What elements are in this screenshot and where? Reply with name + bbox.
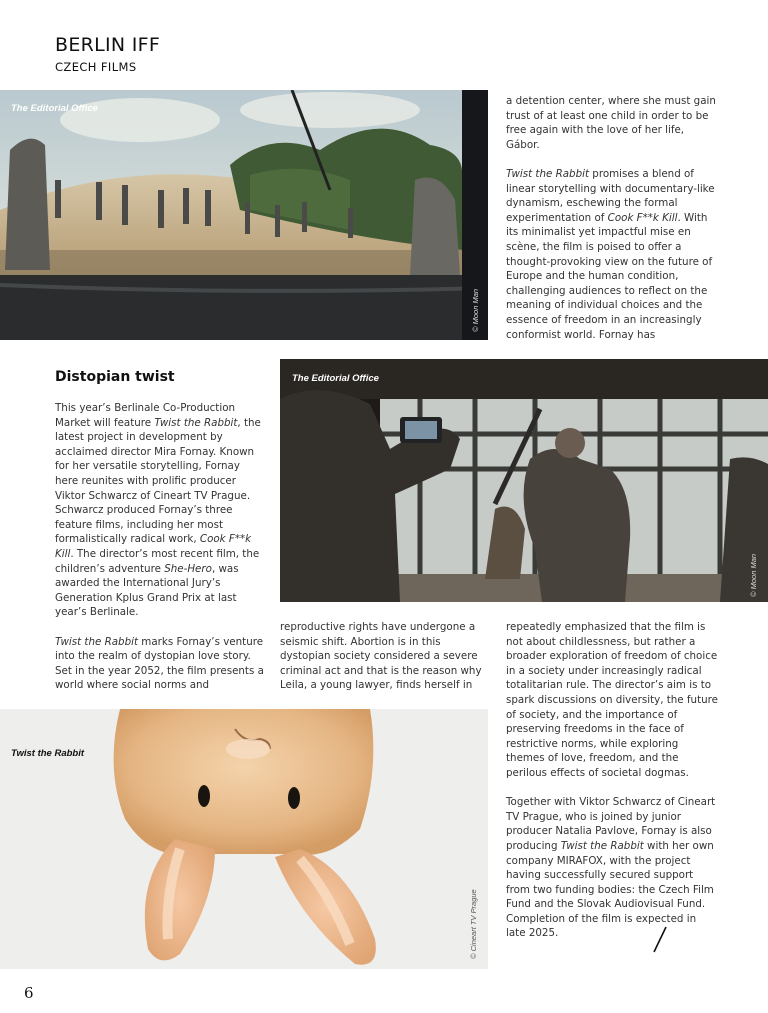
photo-hall-image [280,359,768,602]
magazine-section-subtitle: CZECH FILMS [55,60,137,74]
paragraph: a detention center, where she must gain trust of at least one child in order to be free again with the love of her life, Gábor. [506,95,716,151]
paragraph: Twist the Rabbit promises a blend of linear storytelling with documentary-like dynamism, eschewing the formal experimentation of Cook F**k Kill. With its minimalist yet impactful mise en scène, the film is poised to offer a thought-provoking view on the future of Europe and the human condition, challenging audiences to reflect on the meaning of individual choices and the essence of freedom in an increasingly conformist world. Fornay has [506,167,715,341]
photo-caption-middle: The Editorial Office [292,373,379,384]
article-column-3-top [506,94,716,342]
article-column-3-bottom [506,620,718,941]
article-column-1 [55,401,265,693]
paragraph: reproductive rights have undergone a seismic shift. Abortion is in this dystopian society considered a severe criminal act and that is the reason why Leila, a young lawyer, finds herself in [280,621,482,692]
paragraph: Twist the Rabbit marks Fornay’s venture into the realm of dystopian love story. Set in the year 2052, the film presents a world where social norms and [55,635,264,692]
photo-windshield [0,90,488,340]
photo-hall [280,359,768,602]
magazine-section-title: BERLIN IFF [55,34,161,56]
article-end-mark [650,925,670,955]
paragraph: This year’s Berlinale Co-Production Market will feature Twist the Rabbit, the latest project in development by acclaimed director Mira Fornay. Known for her versatile storytelling, Fornay here reunites with prolific producer Viktor Schwarcz of Cineart TV Prague. Schwarcz produced Fornay’s three feature films, including her most formalistically radical work, Cook F**k Kill. The director’s most recent film, the children’s adventure She-Hero, was awarded the International Jury’s Generation Kplus Grand Prix at last year’s Berlinale. [55,402,261,619]
page-number: 6 [24,984,34,1002]
photo-credit-bottom: © Cineart TV Prague [469,889,478,959]
photo-credit-top: © Moon Man [471,288,480,332]
article-heading: Distopian twist [55,369,175,385]
photo-rabbit [0,709,488,969]
paragraph: repeatedly emphasized that the film is not about childlessness, but rather a broader exploration of freedom of choice in a society under increasingly radical totalitarian rule. The director’s aim is to spark discussions on diversity, the future of society, and the importance of preserving freedoms in the face of restrictive norms, while exploring themes of love, freedom, and the perilous effects of societal dogmas. [506,621,718,779]
photo-credit-middle: © Moon Man [749,553,758,597]
article-column-2 [280,620,490,693]
photo-windshield-image [0,90,488,340]
paragraph: Together with Viktor Schwarcz of Cineart TV Prague, who is joined by junior producer Natalia Pavlove, Fornay is also producing Twist the Rabbit with her own company MIRAFOX, with the project having successfully secured support from two funding bodies: the Czech Film Fund and the Slovak Audiovisual Fund. Completion of the film is expected in late 2025. [506,796,716,940]
photo-caption-bottom: Twist the Rabbit [11,748,85,759]
photo-caption-top: The Editorial Office [11,103,98,114]
